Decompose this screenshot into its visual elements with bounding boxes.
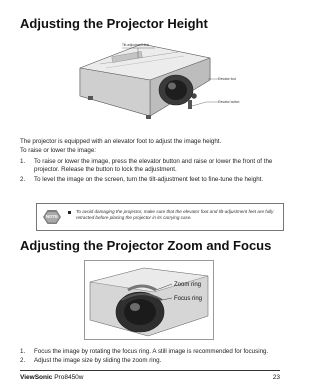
callout-zoom-ring: Zoom ring [174,282,202,288]
callout-tilt-feet: Tilt-adjustment feet [122,43,149,47]
step-number: 1. [20,158,26,165]
note-text: To avoid damaging the projector, make sure that the elevator foot and tilt-adjustment feet are fully retracted before placing the projector in its carrying case. [76,209,274,220]
intro-text: The projector is equipped with an elevator foot to adjust the image height. [20,138,222,145]
elevator-foot-mark [188,100,192,109]
elevator-button-mark [192,94,197,99]
step-text: Focus the image by rotating the focus ring. A still image is recommended for focusing. [34,348,269,355]
step-number: 2. [20,357,26,364]
note-icon [43,210,61,224]
callout-elevator-button: Elevator button [218,100,240,104]
step-number: 1. [20,348,26,355]
step-text: To raise or lower the image, press the elevator button and raise or lower the front of the projector. Release the button to lock the adjustment. [34,158,273,173]
note-badge-label: NOTE [45,213,59,219]
note-box [36,203,284,231]
projector-height-illustration [60,38,250,128]
bullet-icon [68,211,71,214]
step-number: 2. [20,176,26,183]
brand-name: ViewSonic [20,374,53,381]
callout-focus-ring: Focus ring [174,296,203,302]
zoom-focus-illustration [84,260,214,340]
step-text: To level the image on the screen, turn the tilt-adjustment feet to fine-tune the height. [34,176,264,183]
step-text: Adjust the image size by sliding the zoom ring. [34,357,162,364]
model-name: Pro8450w [54,374,84,381]
page-number: 23 [272,374,280,381]
callout-elevator-foot: Elevator foot [218,77,236,81]
footer-rule [20,370,280,371]
footer-brand [20,374,84,381]
section-title-height: Adjusting the Projector Height [20,16,208,31]
section-title-zoom-focus: Adjusting the Projector Zoom and Focus [20,238,272,253]
lead-text: To raise or lower the image: [20,147,97,154]
lens [159,75,193,105]
tilt-foot-mark [88,96,93,100]
